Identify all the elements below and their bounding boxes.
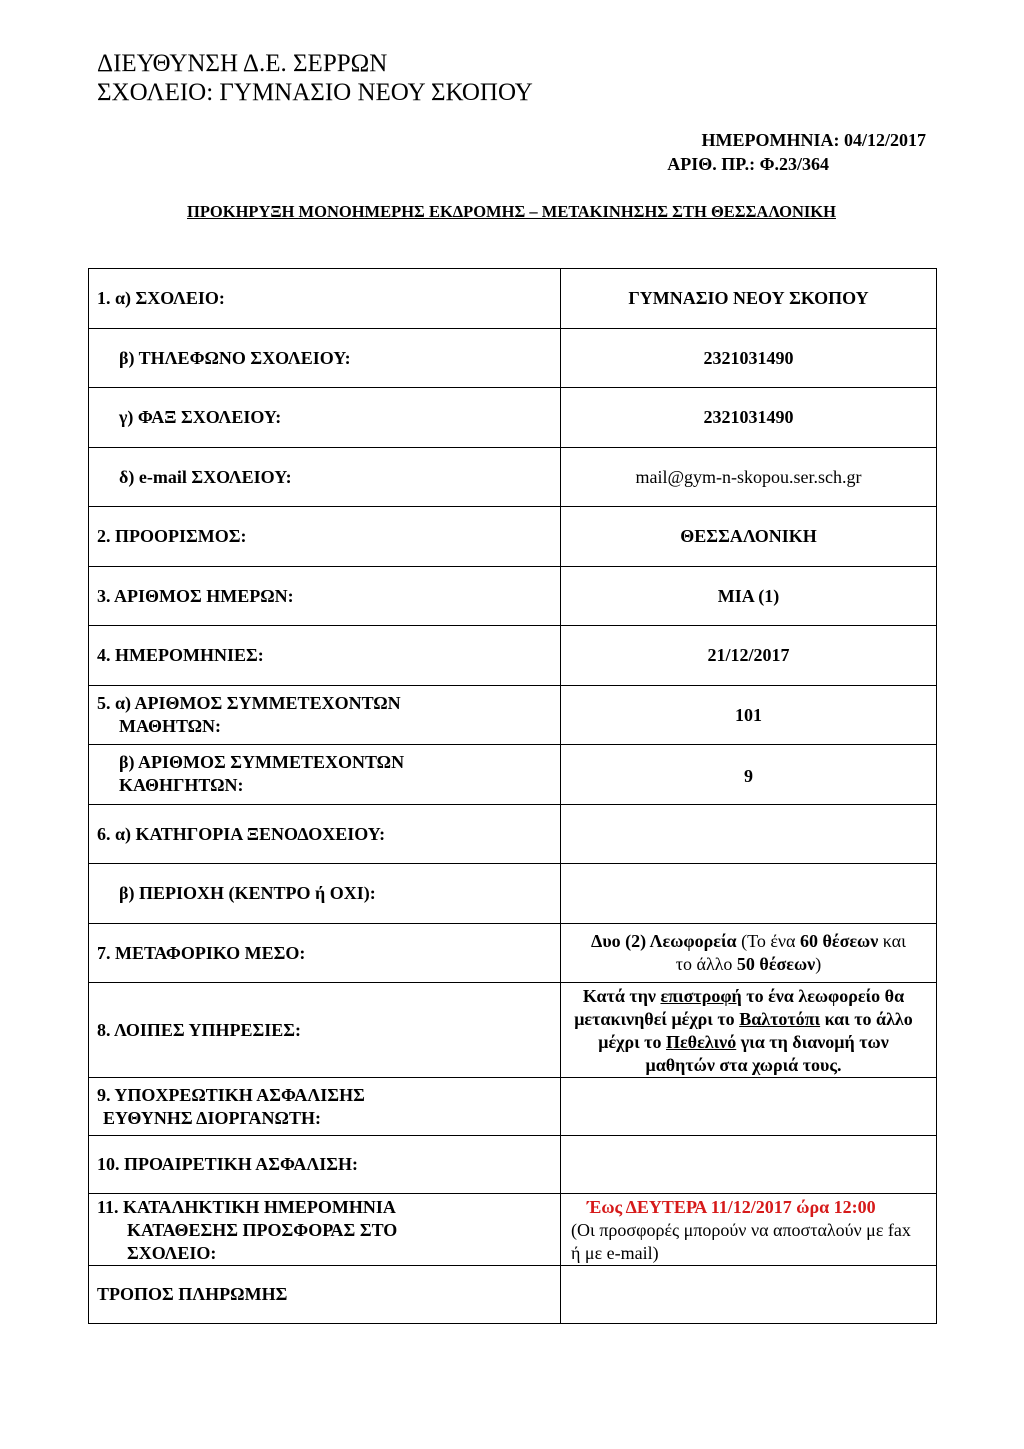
area-label: β) ΠΕΡΙΟΧΗ (ΚΕΝΤΡΟ ή ΟΧΙ): (89, 864, 561, 924)
dates-value: 21/12/2017 (561, 626, 937, 686)
deadline-label-line1: 11. ΚΑΤΑΛΗΚΤΙΚΗ ΗΜΕΡΟΜΗΝΙΑ (97, 1197, 396, 1217)
area-value (561, 864, 937, 924)
destination-value: ΘΕΣΣΑΛΟΝΙΚΗ (561, 507, 937, 567)
insurance-label-line2: ΕΥΘΥΝΗΣ ΔΙΟΡΓΑΝΩΤΗ: (103, 1107, 321, 1128)
table-row (89, 983, 937, 1078)
table-row (89, 388, 937, 448)
deadline-label-line2: ΚΑΤΑΘΕΣΗΣ ΠΡΟΣΦΟΡΑΣ ΣΤΟ (127, 1220, 398, 1240)
transport-text-3: το άλλο (675, 954, 737, 974)
transport-text-1: (Το ένα (736, 931, 800, 951)
email-value: mail@gym-n-skopou.ser.sch.gr (561, 448, 937, 507)
optional-insurance-value (561, 1136, 937, 1194)
services-valtotopi: Βαλτοτόπι (739, 1009, 821, 1029)
deadline-value (561, 1194, 937, 1266)
teachers-label (89, 745, 561, 805)
document-date: ΗΜΕΡΟΜΗΝΙΑ: 04/12/2017 (701, 130, 926, 150)
days-value: ΜΙΑ (1) (561, 567, 937, 626)
directorate-heading: ΔΙΕΥΘΥΝΣΗ Δ.Ε. ΣΕΡΡΩΝ (97, 50, 388, 77)
transport-label: 7. ΜΕΤΑΦΟΡΙΚΟ ΜΕΣΟ: (89, 924, 561, 983)
fax-value: 2321031490 (561, 388, 937, 448)
transport-seats-2: 50 θέσεων (736, 954, 816, 974)
services-text-2: το ένα λεωφορείο θα μετακινηθεί μέχρι το (574, 986, 905, 1029)
table-row (89, 1136, 937, 1194)
trip-details-table (88, 268, 937, 1324)
table-row (89, 448, 937, 507)
hotel-value (561, 805, 937, 864)
teachers-label-line2: ΚΑΘΗΓΗΤΩΝ: (119, 775, 244, 795)
destination-label: 2. ΠΡΟΟΡΙΣΜΟΣ: (89, 507, 561, 567)
table-row (89, 745, 937, 805)
services-text-3: και το άλλο μέχρι το (598, 1009, 913, 1052)
services-text-1: Κατά την (582, 986, 661, 1006)
transport-text-2: και (878, 931, 906, 951)
table-row (89, 864, 937, 924)
school-value: ΓΥΜΝΑΣΙΟ ΝΕΟΥ ΣΚΟΠΟΥ (561, 269, 937, 329)
table-row (89, 1266, 937, 1324)
insurance-value (561, 1078, 937, 1136)
payment-value (561, 1266, 937, 1324)
table-row (89, 1194, 937, 1266)
students-label (89, 686, 561, 745)
students-label-line2: ΜΑΘΗΤΩΝ: (119, 716, 222, 736)
table-row (89, 1078, 937, 1136)
table-row (89, 805, 937, 864)
deadline-label-line3: ΣΧΟΛΕΙΟ: (127, 1243, 217, 1263)
transport-seats-1: 60 θέσεων (799, 931, 879, 951)
services-return: επιστροφή (660, 986, 742, 1006)
document-title: ΠΡΟΚΗΡΥΞΗ ΜΟΝΟΗΜΕΡΗΣ ΕΚΔΡΟΜΗΣ – ΜΕΤΑΚΙΝΗΣΗΣ ΣΤΗ ΘΕΣΣΑΛΟΝΙΚΗ (187, 202, 836, 221)
table-row (89, 924, 937, 983)
days-label: 3. ΑΡΙΘΜΟΣ ΗΜΕΡΩΝ: (89, 567, 561, 626)
hotel-label: 6. α) ΚΑΤΗΓΟΡΙΑ ΞΕΝΟΔΟΧΕΙΟΥ: (89, 805, 561, 864)
services-pethelino: Πεθελινό (665, 1032, 737, 1052)
table-row (89, 269, 937, 329)
deadline-label (89, 1194, 561, 1266)
phone-label: β) ΤΗΛΕΦΩΝΟ ΣΧΟΛΕΙΟΥ: (89, 329, 561, 388)
table-row (89, 686, 937, 745)
services-label: 8. ΛΟΙΠΕΣ ΥΠΗΡΕΣΙΕΣ: (89, 983, 561, 1078)
transport-value (561, 924, 937, 983)
insurance-label (89, 1078, 561, 1136)
teachers-label-line1: β) ΑΡΙΘΜΟΣ ΣΥΜΜΕΤΕΧΟΝΤΩΝ (119, 752, 405, 772)
deadline-note: (Οι προσφορές μπορούν να αποσταλούν με fax ή με e-mail) (571, 1220, 911, 1263)
table-row (89, 626, 937, 686)
email-label: δ) e-mail ΣΧΟΛΕΙΟΥ: (89, 448, 561, 507)
students-value: 101 (561, 686, 937, 745)
dates-label: 4. ΗΜΕΡΟΜΗΝΙΕΣ: (89, 626, 561, 686)
teachers-value: 9 (561, 745, 937, 805)
school-heading: ΣΧΟΛΕΙΟ: ΓΥΜΝΑΣΙΟ ΝΕΟΥ ΣΚΟΠΟΥ (97, 79, 533, 106)
transport-text-4: ) (815, 954, 822, 974)
insurance-label-line1: 9. ΥΠΟΧΡΕΩΤΙΚΗ ΑΣΦΑΛΙΣΗΣ (97, 1084, 365, 1105)
students-label-line1: 5. α) ΑΡΙΘΜΟΣ ΣΥΜΜΕΤΕΧΟΝΤΩΝ (97, 693, 401, 713)
transport-buses: Δυο (2) Λεωφορεία (591, 931, 737, 951)
table-row (89, 329, 937, 388)
optional-insurance-label: 10. ΠΡΟΑΙΡΕΤΙΚΗ ΑΣΦΑΛΙΣΗ: (89, 1136, 561, 1194)
fax-label: γ) ΦΑΞ ΣΧΟΛΕΙΟΥ: (89, 388, 561, 448)
protocol-number: ΑΡΙΘ. ΠΡ.: Φ.23/364 (667, 154, 829, 174)
phone-value: 2321031490 (561, 329, 937, 388)
services-text-4: για τη διανομή των μαθητών στα χωριά τους. (645, 1032, 889, 1075)
table-row (89, 507, 937, 567)
school-label: 1. α) ΣΧΟΛΕΙΟ: (89, 269, 561, 329)
payment-label: ΤΡΟΠΟΣ ΠΛΗΡΩΜΗΣ (89, 1266, 561, 1324)
deadline-date: Έως ΔΕΥΤΕΡΑ 11/12/2017 ώρα 12:00 (587, 1197, 876, 1217)
services-value (561, 983, 937, 1078)
table-row (89, 567, 937, 626)
